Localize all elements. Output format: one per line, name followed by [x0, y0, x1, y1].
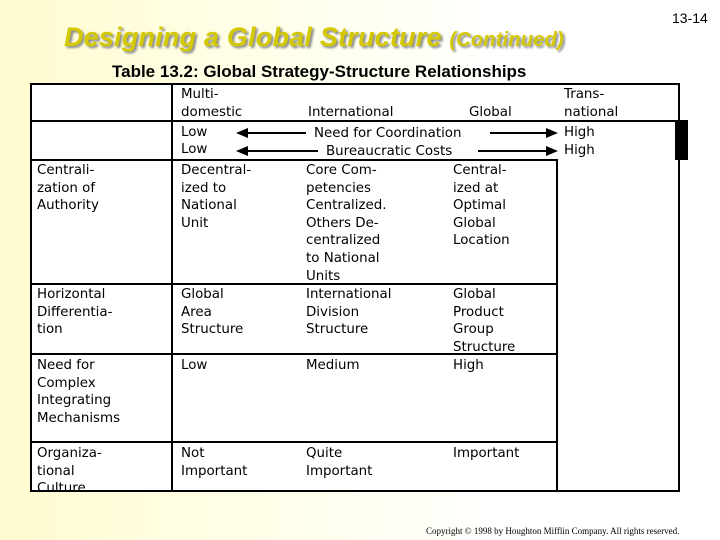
header-global: Global	[469, 105, 512, 120]
cell-differentiation-international: International Division Structure	[306, 287, 392, 338]
table-title: Table 13.2: Global Strategy-Structure Relationships	[112, 62, 527, 81]
coordination-high: High	[564, 125, 595, 140]
costs-arrow-right-head	[546, 146, 558, 156]
cell-centralization-global: Central- ized at Optimal Global Location	[453, 163, 510, 249]
cell-culture-multidomestic: Not Important	[181, 446, 248, 479]
cell-differentiation-multidomestic: Global Area Structure	[181, 287, 244, 338]
cell-culture-international: Quite Important	[306, 446, 373, 479]
costs-low: Low	[181, 142, 208, 157]
costs-arrow-right-line	[478, 150, 548, 152]
cell-differentiation-global: Global Product Group Structure	[453, 287, 516, 355]
row-label-integrating-mechanisms: Need for Complex Integrating Mechanisms	[37, 358, 121, 426]
coordination-low: Low	[181, 125, 208, 140]
cell-integration-global: High	[453, 358, 484, 373]
costs-label: Bureaucratic Costs	[326, 144, 453, 159]
table-divider-row2	[30, 283, 557, 285]
costs-high: High	[564, 143, 595, 158]
header-multidomestic: Multi- domestic	[181, 87, 243, 120]
cell-integration-multidomestic: Low	[181, 358, 208, 373]
cell-centralization-multidomestic: Decentral- ized to National Unit	[181, 163, 252, 231]
header-international: International	[308, 105, 394, 120]
cell-integration-international: Medium	[306, 358, 360, 373]
page-number: 13-14	[672, 10, 708, 26]
copyright-notice: Copyright © 1998 by Houghton Mifflin Company. All rights reserved.	[426, 526, 680, 536]
slide-title-suffix: (Continued)	[449, 29, 564, 51]
header-transnational: Trans- national	[564, 87, 619, 120]
slide-title	[64, 22, 564, 53]
row-label-horizontal-differentiation: Horizontal Differentia- tion	[37, 287, 113, 338]
row-label-centralization: Centrali- zation of Authority	[37, 163, 99, 214]
table-divider-vertical	[171, 83, 173, 492]
cell-culture-global: Important	[453, 446, 520, 461]
row-label-organizational-culture: Organiza- tional Culture	[37, 446, 102, 497]
coordination-arrow-right-line	[490, 132, 548, 134]
table-divider-row1	[30, 159, 557, 161]
table-divider-transnational	[556, 159, 558, 492]
slide-title-main: Designing a Global Structure	[64, 22, 442, 52]
coordination-arrow-left-line	[246, 132, 306, 134]
coordination-label: Need for Coordination	[314, 126, 462, 141]
coordination-arrow-right-head	[546, 128, 558, 138]
scale-edge-block	[675, 120, 688, 160]
cell-centralization-international: Core Com- petencies Centralized. Others De- centralized to National Units	[306, 163, 387, 284]
table-divider-row4	[30, 441, 557, 443]
costs-arrow-left-line	[246, 150, 318, 152]
